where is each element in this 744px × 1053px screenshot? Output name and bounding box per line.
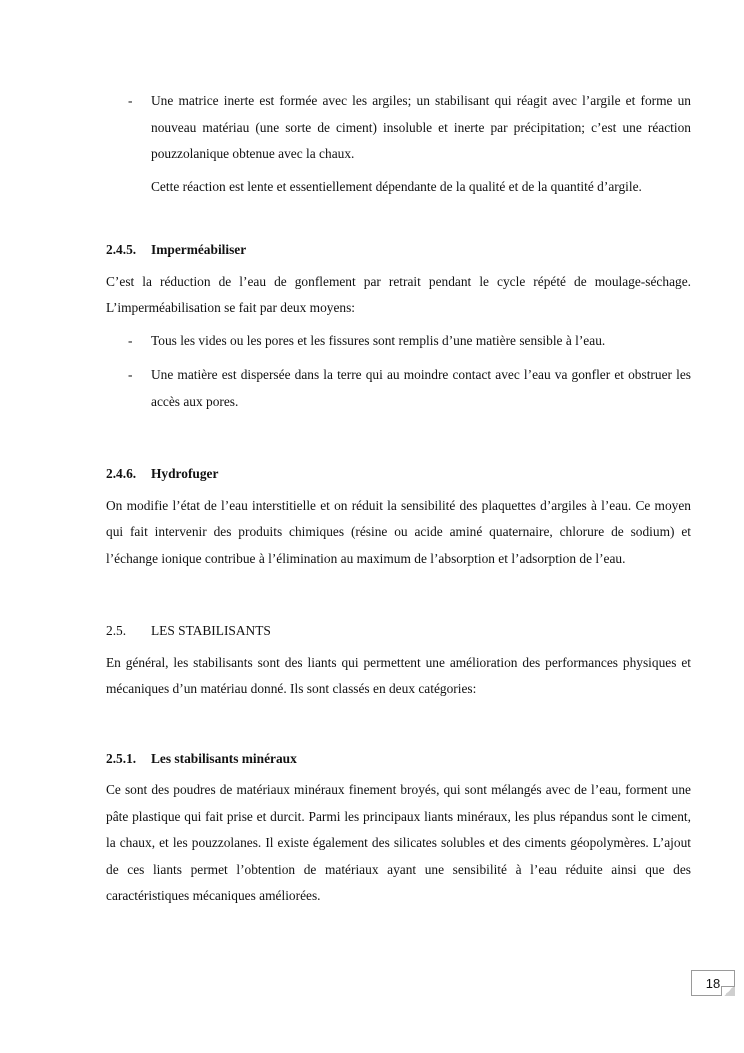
bullet-item [106, 362, 691, 415]
page-body [106, 88, 691, 910]
bullet-text: Une matière est dispersée dans la terre qui au moindre contact avec l’eau va gonfler et obstruer les accès aux pores. [151, 367, 691, 409]
section-heading-2-4-6 [106, 461, 691, 488]
section-number: 2.4.5. [106, 242, 137, 257]
paragraph: C’est la réduction de l’eau de gonflement par retrait pendant le cycle répété de moulage-séchage. L’imperméabilisation se fait par deux moyens: [106, 273, 691, 315]
section-number: 2.5.1. [106, 750, 137, 766]
bullet-text: Une matrice inerte est formée avec les argiles; un stabilisant qui réagit avec l’argile et forme un nouveau matériau (une sorte de ciment) insoluble et inerte par précipitation; c’est une réaction pouzzolanique obtenue avec la chaux. [151, 93, 691, 161]
section-heading-2-4-5 [106, 237, 691, 264]
section-title: Imperméabiliser [151, 242, 247, 257]
section-title: Les stabilisants minéraux [151, 750, 297, 766]
bullet-item [106, 328, 691, 355]
page-number: 18 [705, 975, 721, 991]
page-curl-icon [721, 986, 735, 996]
paragraph: On modifie l’état de l’eau interstitielle et on réduit la sensibilité des plaquettes d’argiles à l’eau. Ce moyen qui fait intervenir des produits chimiques (résine ou acide aminé quaternaire, chlorure de sodium) et l’échange ionique contribue à l’élimination au maximum de l’absorption et l’adsorption de l’eau. [106, 497, 691, 566]
section-number: 2.4.6. [106, 466, 137, 481]
bullet-dash: - [128, 332, 133, 348]
page-number-box [691, 970, 735, 996]
section-heading-2-5 [106, 618, 691, 645]
section-heading-2-5-1 [106, 746, 691, 773]
paragraph: En général, les stabilisants sont des liants qui permettent une amélioration des performances physiques et mécaniques d’un matériau donné. Ils sont classés en deux catégories: [106, 654, 691, 696]
bullet-continuation: Cette réaction est lente et essentiellement dépendante de la qualité et de la quantité d’argile. [151, 178, 642, 194]
bullet-item [106, 88, 691, 168]
paragraph: Ce sont des poudres de matériaux minéraux finement broyés, qui sont mélangés avec de l’eau, forment une pâte plastique qui fait prise et durcit. Parmi les principaux liants minéraux, les plus répandus sont le ciment, la chaux, et les pouzzolanes. Il existe également des silicates solubles et des ciments géopolymères. L’ajout de ces liants permet l’obtention de matériaux ayant une sensibilité à l’eau réduite ainsi que des caractéristiques mécaniques améliorées. [106, 782, 691, 903]
section-title: LES STABILISANTS [151, 623, 271, 638]
bullet-text: Tous les vides ou les pores et les fissures sont remplis d’une matière sensible à l’eau. [151, 332, 606, 348]
section-title: Hydrofuger [151, 466, 219, 481]
bullet-dash: - [128, 367, 133, 382]
bullet-dash: - [128, 93, 133, 108]
section-number: 2.5. [106, 623, 127, 638]
